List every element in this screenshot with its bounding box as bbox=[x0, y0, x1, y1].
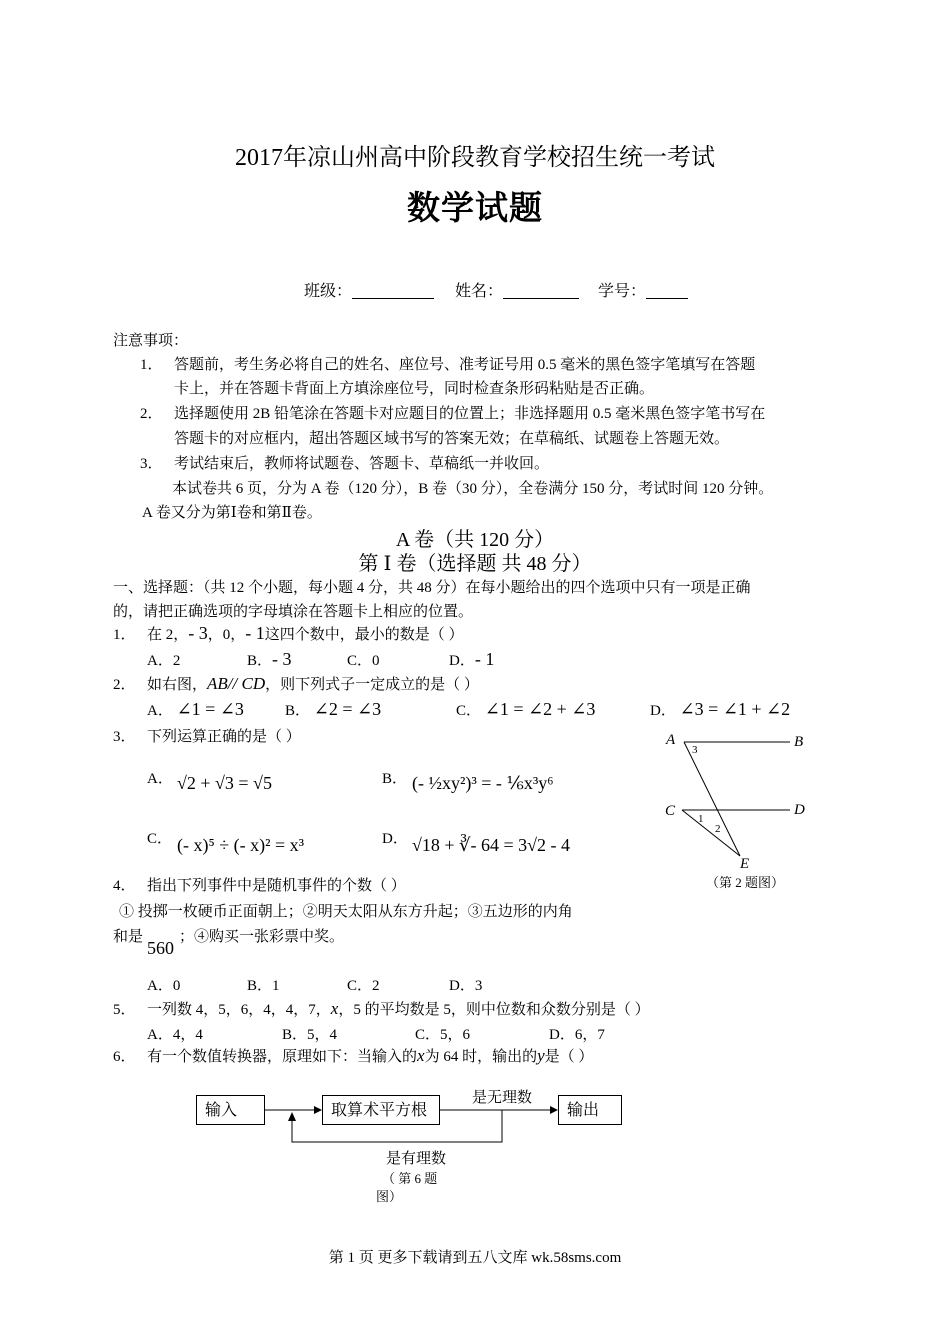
q4-events-line1: ① 投掷一枚硬币正面朝上；②明天太阳从东方升起；③五边形的内角 bbox=[119, 904, 573, 920]
q5-number: 5． bbox=[113, 1002, 136, 1018]
q2-figure-caption: （第 2 题图） bbox=[706, 875, 785, 890]
q2-option-a-value: ∠1 = ∠3 bbox=[176, 699, 244, 719]
note3-number: 3． bbox=[140, 456, 163, 472]
page-footer: 第 1 页 更多下载请到五八文库 wk.58sms.com bbox=[328, 1250, 622, 1266]
class-label: 班级： bbox=[304, 281, 353, 300]
class-field bbox=[304, 278, 434, 301]
q1-option-b-value: - 3 bbox=[272, 649, 292, 669]
q3-stem: 下列运算正确的是（ ） bbox=[147, 729, 301, 745]
q4-line2-b: ；④购买一张彩票中奖。 bbox=[179, 929, 345, 945]
q4-option-d: D．3 bbox=[449, 978, 483, 994]
name-field bbox=[455, 278, 579, 301]
q6-number: 6． bbox=[113, 1049, 136, 1065]
line-ce bbox=[682, 810, 740, 856]
part1-title: 第 Ⅰ 卷（选择题 共 48 分） bbox=[358, 553, 592, 575]
q1-stem-c: 这四个数中，最小的数是（ ） bbox=[264, 627, 464, 643]
arrowhead-1 bbox=[314, 1106, 322, 1114]
q2-stem-a: 如右图， bbox=[147, 677, 208, 693]
q5-option-a: A．4，4 bbox=[147, 1027, 203, 1043]
q2-option-c bbox=[456, 699, 595, 720]
exam-title: 2017年凉山州高中阶段教育学校招生统一考试 bbox=[235, 145, 715, 171]
exam-info-line1: 本试卷共 6 页，分为 A 卷（120 分），B 卷（30 分），全卷满分 150 分，考试时间 120 分钟。 bbox=[172, 481, 774, 497]
q1-value-neg1: - 1 bbox=[245, 623, 265, 643]
q4-option-b: B．1 bbox=[247, 978, 280, 994]
q1-option-d-label: D． bbox=[449, 653, 475, 669]
q5-stem-a: 一列数 4，5，6，4，4，7， bbox=[147, 1002, 331, 1018]
name-label: 姓名： bbox=[455, 281, 504, 300]
q4-stem: 指出下列事件中是随机事件的个数（ ） bbox=[147, 878, 406, 894]
q1-option-a: A．2 bbox=[147, 653, 181, 669]
q2-option-c-label: C． bbox=[456, 703, 482, 719]
arrowhead-3 bbox=[288, 1112, 296, 1121]
q4-option-c: C．2 bbox=[347, 978, 380, 994]
flow-sqrt-box: 取算术平方根 bbox=[322, 1095, 440, 1125]
q1-option-c: C．0 bbox=[347, 653, 380, 669]
angle-2-label: 2 bbox=[715, 823, 721, 835]
angle-3-label: 3 bbox=[692, 744, 698, 756]
arrowhead-2 bbox=[550, 1106, 558, 1114]
name-blank bbox=[503, 282, 579, 299]
flow-label-rational: 是有理数 bbox=[386, 1151, 447, 1167]
arrow-rational-loop bbox=[292, 1110, 502, 1142]
q2-condition: AB// CD bbox=[207, 674, 266, 693]
q3-option-a-value: √2 + √3 = √5 bbox=[177, 773, 272, 793]
q5-stem-b: ，5 的平均数是 5，则中位数和众数分别是（ ） bbox=[338, 1002, 650, 1018]
choice-intro-line2: 的，请把正确选项的字母填涂在答题卡上相应的位置。 bbox=[113, 604, 474, 620]
q6-stem-c: 是（ ） bbox=[544, 1049, 594, 1065]
q1-stem-a: 在 2， bbox=[147, 627, 189, 643]
q4-angle-sum-value: 560 bbox=[147, 938, 175, 958]
q4-number: 4． bbox=[113, 878, 136, 894]
q2-stem bbox=[147, 673, 479, 694]
q1-option-b-label: B． bbox=[247, 653, 273, 669]
q6-stem-a: 有一个数值转换器，原理如下：当输入的 bbox=[147, 1049, 418, 1065]
choice-intro-line1: 一、选择题：（共 12 个小题，每小题 4 分，共 48 分）在每小题给出的四个选项中只有一项是正确 bbox=[113, 580, 751, 596]
q6-figure-caption-line2: 图） bbox=[376, 1189, 403, 1204]
q2-stem-b: ，则下列式子一定成立的是（ ） bbox=[265, 677, 479, 693]
q2-figure bbox=[660, 728, 820, 878]
flow-output-box: 输出 bbox=[558, 1095, 622, 1125]
q3-option-c-label: C． bbox=[147, 831, 173, 847]
q4-line2-a: 和是 bbox=[113, 929, 144, 945]
q6-variable-y: y bbox=[537, 1046, 545, 1065]
note2-line2: 答题卡的对应框内，超出答题区域书写的答案无效；在草稿纸、试题卷上答题无效。 bbox=[174, 431, 730, 447]
q1-value-neg3: - 3 bbox=[188, 623, 208, 643]
q1-number: 1． bbox=[113, 627, 136, 643]
note3-line1: 考试结束后，教师将试题卷、答题卡、草稿纸一并收回。 bbox=[174, 456, 550, 472]
section-a-title: A 卷（共 120 分） bbox=[395, 529, 555, 551]
q1-stem-b: ，0， bbox=[207, 627, 246, 643]
q4-option-a: A．0 bbox=[147, 978, 181, 994]
q2-option-d-value: ∠3 = ∠1 + ∠2 bbox=[679, 699, 791, 719]
line-ae bbox=[684, 742, 740, 856]
q1-option-d-value: - 1 bbox=[474, 649, 495, 669]
note2-number: 2． bbox=[140, 406, 163, 422]
angle-1-label: 1 bbox=[698, 813, 704, 825]
point-c-label: C bbox=[665, 803, 676, 819]
flow-input-box: 输入 bbox=[196, 1095, 265, 1125]
note1-line2: 卡上，并在答题卡背面上方填涂座位号，同时检查条形码粘贴是否正确。 bbox=[174, 381, 655, 397]
q4-events-line2 bbox=[113, 925, 345, 958]
q3-option-b-label: B． bbox=[382, 771, 408, 787]
q1-option-d bbox=[449, 649, 494, 670]
q2-number: 2． bbox=[113, 677, 136, 693]
notes-heading: 注意事项： bbox=[113, 333, 189, 349]
q2-option-b bbox=[285, 699, 381, 720]
q6-figure-caption-line1: （ 第 6 题 bbox=[382, 1171, 438, 1186]
exam-info-line2: A 卷又分为第Ⅰ卷和第Ⅱ卷。 bbox=[142, 505, 322, 521]
point-b-label: B bbox=[794, 734, 804, 750]
note2-line1: 选择题使用 2B 铅笔涂在答题卡对应题目的位置上；非选择题用 0.5 毫米黑色签字笔书写在 bbox=[174, 406, 766, 422]
class-blank bbox=[352, 282, 434, 299]
q3-number: 3． bbox=[113, 729, 136, 745]
q3-option-a-label: A． bbox=[147, 771, 173, 787]
q1-stem bbox=[147, 623, 464, 644]
q2-option-b-value: ∠2 = ∠3 bbox=[313, 699, 382, 719]
note1-line1: 答题前，考生务必将自己的姓名、座位号、准考证号用 0.5 毫米的黑色签字笔填写在答题 bbox=[174, 357, 756, 373]
q5-option-b: B．5，4 bbox=[282, 1027, 338, 1043]
q6-stem-b: 为 64 时，输出的 bbox=[424, 1049, 538, 1065]
q6-stem bbox=[147, 1045, 593, 1066]
q5-option-d: D．6，7 bbox=[549, 1027, 605, 1043]
q5-stem bbox=[147, 998, 650, 1019]
flow-label-irrational: 是无理数 bbox=[472, 1090, 533, 1106]
q2-option-a bbox=[147, 699, 244, 720]
q2-option-d bbox=[650, 699, 790, 720]
q2-option-a-label: A． bbox=[147, 703, 173, 719]
q5-option-c: C．5，6 bbox=[415, 1027, 471, 1043]
id-blank bbox=[646, 282, 688, 299]
note1-number: 1． bbox=[140, 357, 163, 373]
q3-option-b-value: (- ½xy²)³ = - ⅙x³y⁶ bbox=[412, 773, 554, 793]
q2-option-b-label: B． bbox=[285, 703, 311, 719]
id-field bbox=[598, 278, 688, 301]
q2-option-d-label: D． bbox=[650, 703, 676, 719]
q6-variable-x: x bbox=[417, 1046, 425, 1065]
point-d-label: D bbox=[794, 802, 805, 818]
subject-title: 数学试题 bbox=[407, 188, 543, 227]
q3-option-c-value: (- x)⁵ ÷ (- x)² = x³ bbox=[177, 835, 305, 855]
q3-option-d-label: D． bbox=[382, 831, 408, 847]
point-a-label: A bbox=[666, 732, 676, 748]
q2-option-c-value: ∠1 = ∠2 + ∠3 bbox=[484, 699, 596, 719]
q3-option-d-value: √18 + ∛- 64 = 3√2 - 4 bbox=[412, 835, 571, 855]
point-e-label: E bbox=[740, 856, 750, 872]
id-label: 学号： bbox=[598, 281, 647, 300]
q1-option-b bbox=[247, 649, 292, 670]
q5-variable-x: x bbox=[330, 999, 339, 1018]
